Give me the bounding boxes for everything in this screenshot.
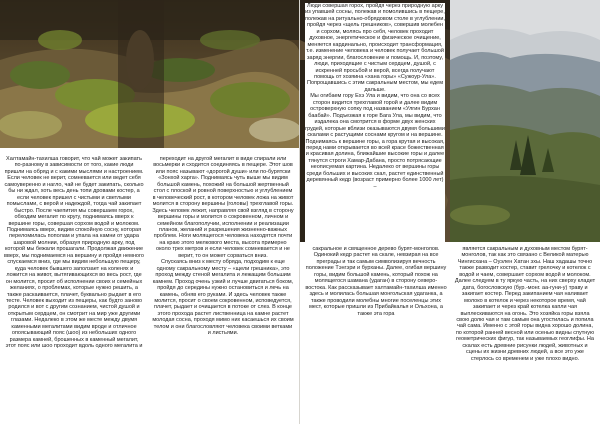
- right-column-1-upper: [305, 3, 445, 243]
- mountain-landscape-photo: [450, 0, 600, 242]
- right-column-1-lower: [305, 246, 447, 317]
- mountain-moss-photo: [0, 0, 300, 148]
- paragraph: Халтамайн-тахилша говорит, что чай может закипать по-разному в зависимости от того, какие люди пришли на обряд и с какими мыслями и настроением. Если человек не верит, сомневается или ведет себя самоуверенно и нагло, чай не будет закипать, сколько бы ни ждал, хоть весь день топи дровами костер, а если человек пришел с чистыми и светлыми помыслами, с верой и надеждой, тогда чай закипает быстро. После чаепития мы совершаем горох, обходим мегалит по кругу, поднимаясь вверх к вершине горы, совершая сорхом водой и молоком.: [4, 156, 144, 227]
- paragraph: Спускаясь вниз к месту обряда, подходим к еще одному сакральному месту – «щели грешника», это проход между стеной мегалита и лежащим большим камнем. Проход очень узкий и лучше двигаться боком, пройдя до середины нужно остановиться и лечь на камень, обняв его руками. И здесь человек также молится, просит о своем сокровенном, исповедуется, плачет, рыдает и очищается в потоке от слез. В конце этого прохода растет лиственница на камне растет молодая сосна, проходя мимо них касаешься их своим телом и они благословляют человека своими ветками и листьями.: [152, 259, 294, 337]
- left-column-1: [4, 156, 144, 350]
- paragraph: Попрощавшись с этим сакральным местом, мы едем дальше.: [306, 80, 443, 93]
- left-column-2: [152, 156, 294, 337]
- paragraph: Поднимаясь вверх, видим спокойную сосну, которая переломилась пополам и упала на камни от удара шаровой молнии, образуя природную арку, под которой мы бежали прошагали. Продолжая движение вверх, мы поднимаемся на вершину и пройдя немного спускаемся вниз, где мы видим небольшую пещеру, куда человек бывшего заползает на коленях и ложится на живот, вытягивающихся во весь рост, где он молится, просит об исполнении своих и семейных желаниях, о проблемах, которые нужно решить, а также раскаивается, плачет, буквально рыдает в его тесте. Человек выходит из пещеры, как будто заново родился и вот с другим сознанием, чистой душой и открытым сердцем, он смотрит на мир уже другими глазами. Недалеко в этом же месте между двумя каменными мегалитами видим вроде и отличное опоясывающий пояс (шоо) из небольших одного размера камней, брошенных в каменный мегалит, этот пояс или шоо проходит вдоль одного мегалита и: [4, 226, 144, 350]
- paragraph: сакральное и священное дерево бурят-монголов. Одинокий кедр растет на скале, невзирая на все преграды и так самым символизируя вечность положение Тэнгэри и бурханы. Далее, огибая вершину горы, видим большой камень, который похож на молящегося шамана (удаган) в сторону северо-востока. Как рассказывает халтамайн-тахилша именно здесь и молилась большая монгольская удаганка, а также проводили молебны многие поселенцы этих мест, которые пришли из Прибайкалья и Ольхона, а также эта гора: [305, 246, 447, 317]
- paragraph: Люди совершая горох, пройдя через природную арку из упавшей сосны, полежав и помолившись в пещере, полежав на ритуально-обрядовом столе в углублении, пройдя через «щель грешников», совершив молебен и сорхом, молясь про себя, человек проходит духовное, энергетическое и физическое очищение, меняется кардинально, происходит трансформация, т.е. изменение человека и человек получает большой заряд энергии, благословение и помощь. И, поэтому, люди, приходящие с чистым сердцем, душой, с искренней просьбой и верой, всегда получают помощь от хозяина «хана горы» «Сужоур-Ула».: [305, 3, 445, 80]
- right-column-2: [454, 246, 596, 362]
- paragraph: Мы огибаем гору Ехэ Ула и видим, что она со всех сторон видится трехглавой горой и далее видим островерхную сопку под названием «Улгин Бурхан баабай». Подъезжая к горе Бага Ула, мы видим, что издалека она смотрится в форме двух женских грудей, которые вблизи оказываются двумя большими скалами с растущими соснами кругом и на вершине. Поднимаясь к вершине горы, а гора крутая и высокая, перед нами открывается во всей красе божественная и красивая долина, ближайшие высокие горы и далее тянутся строги Хамар-Дабана, просто потрясающие неописуемая картина. Недалеко от вершины горы среди больших и высоких скал, растет единственный деревянный кедр (возраст примерно более 1000 лет) –: [305, 93, 445, 190]
- paragraph: является сакральным и духовным местом бурят-монголов, так как это связано с Великой матерью Чингисхана – Оуэлен Хатан эхы. Наш хадашы точно также разводит костер, ставит грелочку и котелок с водой и чаем, совершает сорхом водой и молоком. Далее следуем в ту яркую часть, на них сверху кладет дата, богословскую (бур.-монг. аа-гуни-у) траву и закигает костер. Перед закипанием чая наливает молоко в котелок и через некоторое время, чай закипает и через край котелка капли чая выплескиваются на огонь. Это хозяйка горы взяла свою долю чая и там самым она угостилась и попила чай сама. Именно с этой горы видна хорошо долина, по которой ранней весной или осенью видны спутную геометрических фигур, так называемых геоглифы. На скалах есть древние рисунки людей, животных и сцены их жизни древних людей, а все это уже стерлось со временем и уже плохо видно.: [454, 246, 596, 362]
- paragraph: переходит на другой мегалит в виде спирали или восьмерки и сходится соединяясь в пещере. Этот шов или пояс называют «дорогой души» или по-бурятски «Зонхой харга». Поднимаясь чуть выше мы видим большой камень, похожий на большой жертвенный стол с плоской и ровной поверхностью и углублением в человеческий рост, в котором человек ложа на живот молится в сторону вершины (головы) трехглавой горы. Здесь человек лежит, направляя свой взгляд в сторону вершины горы и молится о сокровенном, личном и семейном благополучии, исполнении и реализации планов, желаний и разрешения жизненно-важных проблем. Ноги молящегося человека находятся почти на краю этого мелкового места, высота примерно около трех метров и если человек сомневается и не верит, то он может сорваться вниз.: [152, 156, 294, 259]
